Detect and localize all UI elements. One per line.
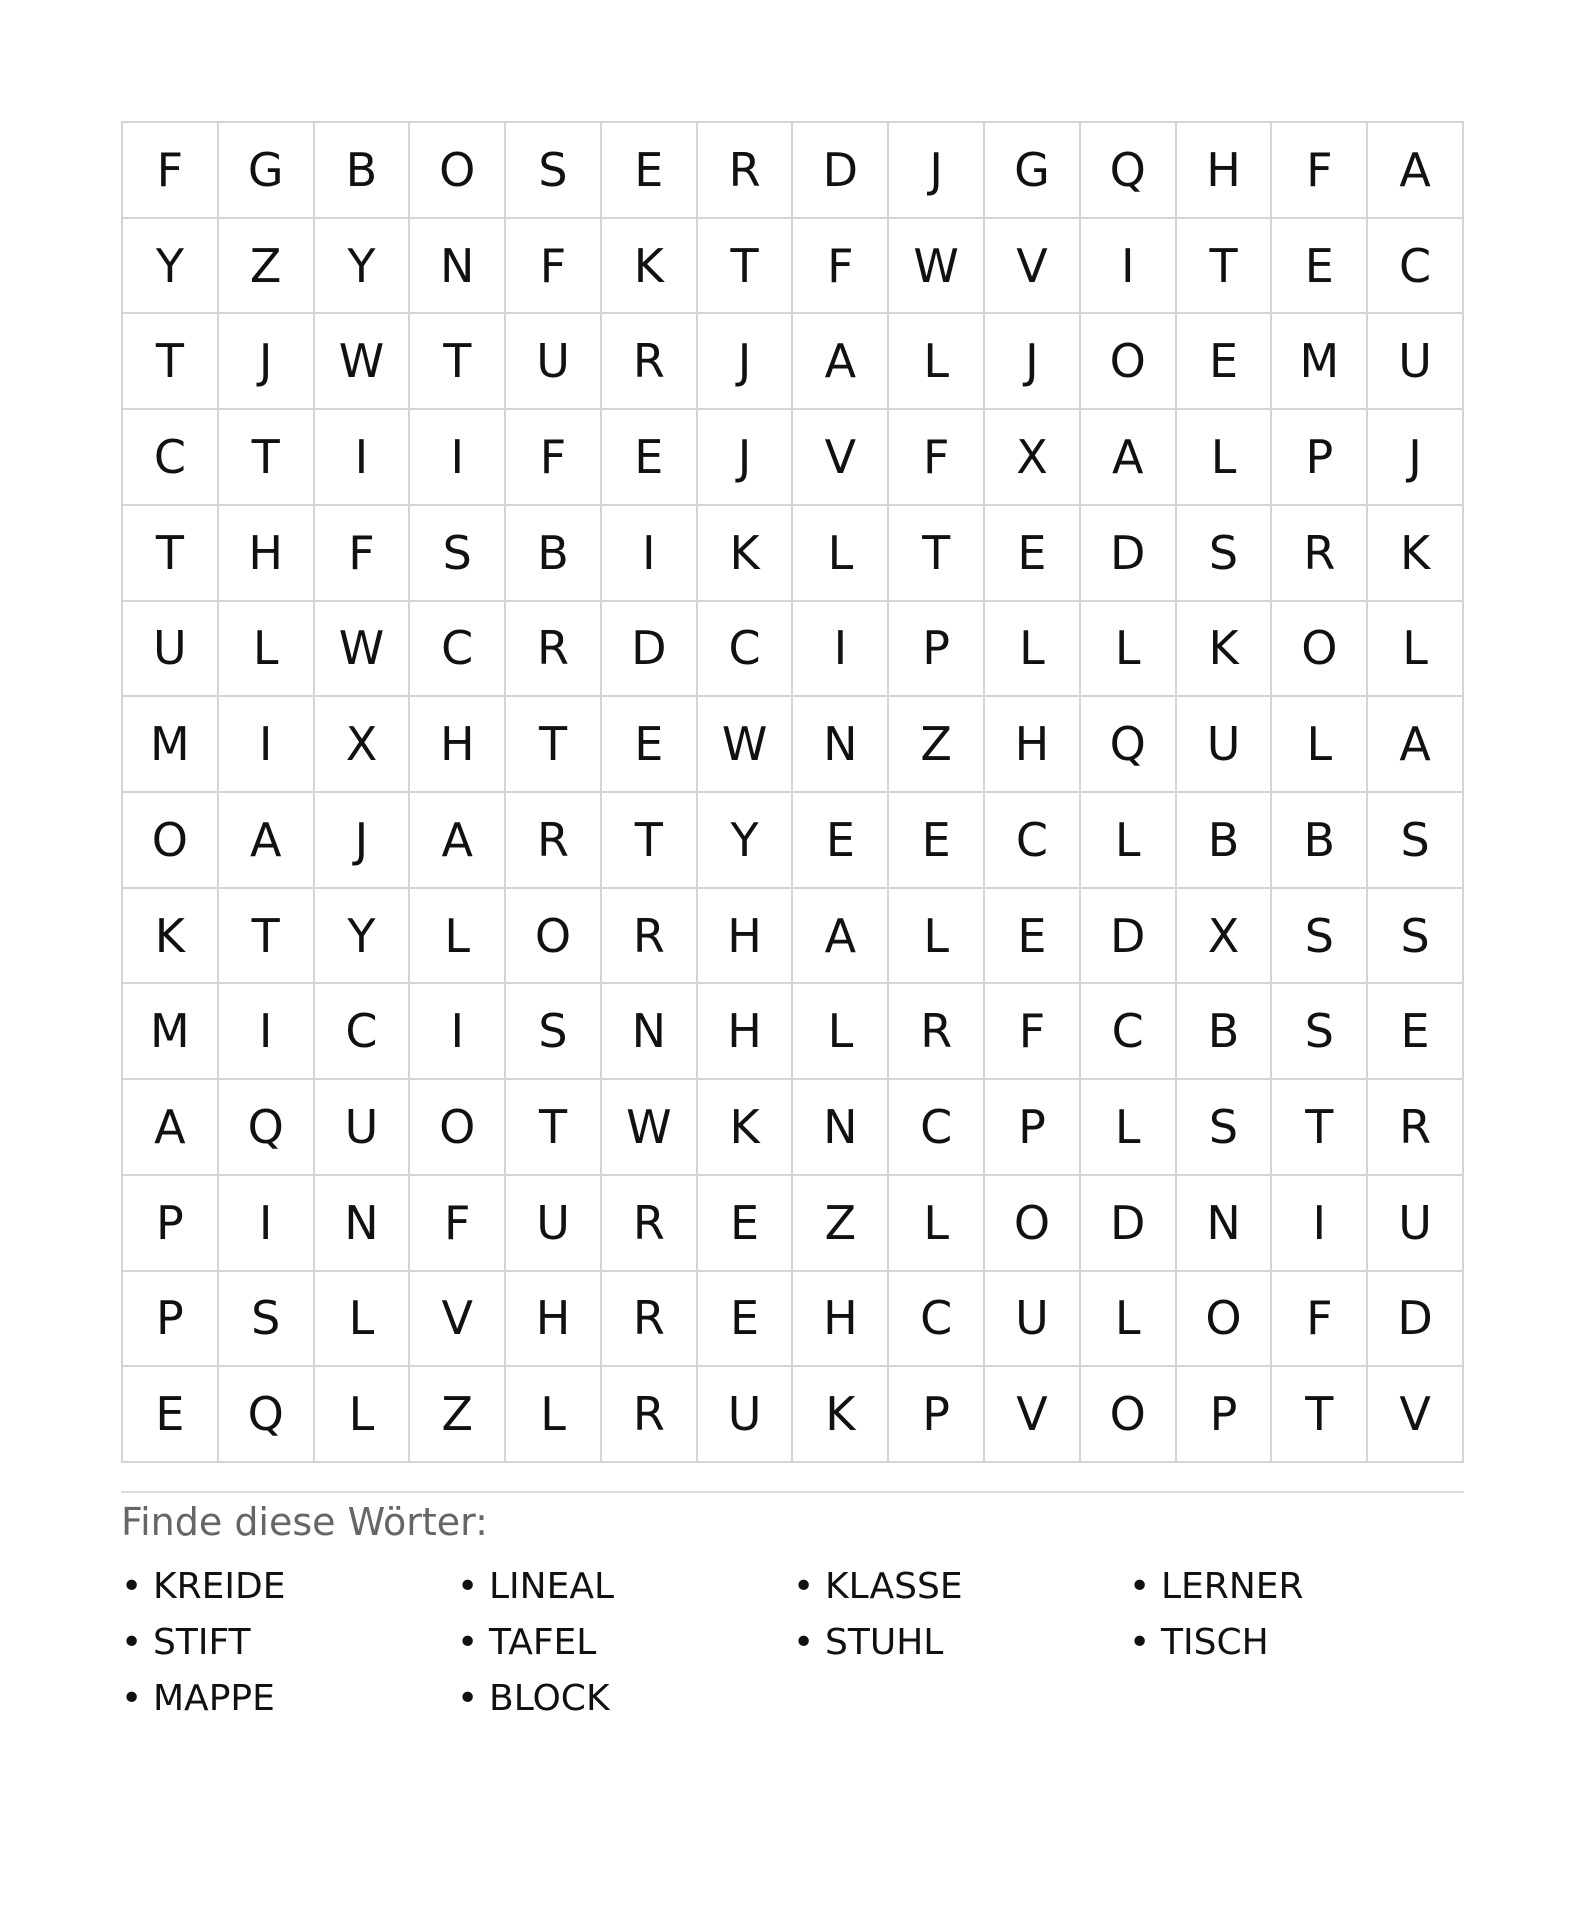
grid-cell[interactable]: X	[985, 410, 1081, 506]
grid-cell[interactable]: U	[123, 602, 219, 698]
grid-cell[interactable]: R	[1272, 506, 1368, 602]
grid-cell[interactable]: T	[123, 314, 219, 410]
grid-cell[interactable]: K	[793, 1367, 889, 1463]
grid-cell[interactable]: I	[219, 984, 315, 1080]
grid-cell[interactable]: L	[506, 1367, 602, 1463]
grid-cell[interactable]: U	[1368, 314, 1464, 410]
grid-cell[interactable]: V	[410, 1272, 506, 1368]
grid-cell[interactable]: D	[1081, 506, 1177, 602]
grid-cell[interactable]: L	[1272, 697, 1368, 793]
grid-cell[interactable]: Z	[219, 219, 315, 315]
grid-cell[interactable]: Y	[698, 793, 794, 889]
grid-cell[interactable]: L	[219, 602, 315, 698]
grid-cell[interactable]: E	[889, 793, 985, 889]
grid-cell[interactable]: R	[602, 1176, 698, 1272]
grid-cell[interactable]: R	[1368, 1080, 1464, 1176]
grid-cell[interactable]: T	[219, 410, 315, 506]
grid-cell[interactable]: I	[410, 984, 506, 1080]
grid-cell[interactable]: J	[985, 314, 1081, 410]
grid-cell[interactable]: C	[410, 602, 506, 698]
word-label: BLOCK	[489, 1677, 610, 1719]
grid-cell[interactable]: S	[506, 984, 602, 1080]
grid-cell[interactable]: L	[889, 314, 985, 410]
grid-cell[interactable]: J	[698, 314, 794, 410]
grid-cell[interactable]: L	[1081, 1080, 1177, 1176]
grid-cell[interactable]: L	[889, 1176, 985, 1272]
grid-cell[interactable]: I	[1081, 219, 1177, 315]
grid-cell[interactable]: N	[793, 1080, 889, 1176]
grid-cell[interactable]: R	[602, 1272, 698, 1368]
grid-cell[interactable]: T	[506, 1080, 602, 1176]
bullet-icon: •	[793, 1621, 815, 1663]
grid-cell[interactable]: E	[123, 1367, 219, 1463]
grid-cell[interactable]: V	[985, 1367, 1081, 1463]
grid-cell[interactable]: R	[602, 314, 698, 410]
bullet-icon: •	[121, 1677, 143, 1719]
grid-cell[interactable]: E	[698, 1272, 794, 1368]
word-label: STUHL	[825, 1621, 944, 1663]
grid-cell[interactable]: C	[1368, 219, 1464, 315]
grid-cell[interactable]: S	[410, 506, 506, 602]
grid-cell[interactable]: H	[219, 506, 315, 602]
grid-cell[interactable]: K	[698, 506, 794, 602]
grid-cell[interactable]: O	[1272, 602, 1368, 698]
word-list-item	[457, 1614, 793, 1670]
grid-cell[interactable]: L	[1081, 602, 1177, 698]
bullet-icon: •	[1129, 1565, 1151, 1607]
word-list-item	[457, 1670, 793, 1726]
grid-cell[interactable]: F	[889, 410, 985, 506]
grid-cell[interactable]: T	[506, 697, 602, 793]
word-label: KREIDE	[153, 1565, 286, 1607]
grid-cell[interactable]: E	[985, 506, 1081, 602]
grid-cell[interactable]: H	[410, 697, 506, 793]
grid-cell[interactable]: W	[315, 602, 411, 698]
grid-cell[interactable]: E	[698, 1176, 794, 1272]
grid-cell[interactable]: E	[793, 793, 889, 889]
grid-cell[interactable]: O	[1081, 1367, 1177, 1463]
grid-cell[interactable]: B	[315, 123, 411, 219]
word-label: LINEAL	[489, 1565, 615, 1607]
grid-cell[interactable]: H	[698, 984, 794, 1080]
grid-cell[interactable]: I	[602, 506, 698, 602]
grid-cell[interactable]: M	[1272, 314, 1368, 410]
grid-cell[interactable]: A	[1081, 410, 1177, 506]
grid-cell[interactable]: I	[315, 410, 411, 506]
grid-cell[interactable]: J	[698, 410, 794, 506]
grid-cell[interactable]: U	[985, 1272, 1081, 1368]
grid-cell[interactable]: U	[1177, 697, 1273, 793]
grid-cell[interactable]: F	[506, 219, 602, 315]
grid-cell[interactable]: L	[1081, 1272, 1177, 1368]
grid-cell[interactable]: B	[1272, 793, 1368, 889]
grid-cell[interactable]: P	[889, 602, 985, 698]
word-label: MAPPE	[153, 1677, 275, 1719]
grid-cell[interactable]: Y	[315, 889, 411, 985]
grid-cell[interactable]: N	[1177, 1176, 1273, 1272]
bullet-icon: •	[457, 1565, 479, 1607]
grid-cell[interactable]: C	[315, 984, 411, 1080]
grid-cell[interactable]: R	[889, 984, 985, 1080]
grid-cell[interactable]: O	[123, 793, 219, 889]
grid-cell[interactable]: E	[602, 697, 698, 793]
grid-cell[interactable]: O	[1177, 1272, 1273, 1368]
grid-cell[interactable]: K	[123, 889, 219, 985]
grid-cell[interactable]: N	[602, 984, 698, 1080]
grid-cell[interactable]: T	[1272, 1080, 1368, 1176]
grid-cell[interactable]: D	[1081, 1176, 1177, 1272]
word-list-item	[793, 1614, 1129, 1670]
grid-cell[interactable]: R	[506, 602, 602, 698]
grid-cell[interactable]: R	[698, 123, 794, 219]
grid-cell[interactable]: A	[1368, 123, 1464, 219]
grid-cell[interactable]: D	[793, 123, 889, 219]
word-list-item	[121, 1614, 457, 1670]
grid-cell[interactable]: U	[698, 1367, 794, 1463]
grid-cell[interactable]: K	[698, 1080, 794, 1176]
grid-cell[interactable]: M	[123, 697, 219, 793]
grid-cell[interactable]: T	[889, 506, 985, 602]
bullet-icon: •	[793, 1565, 815, 1607]
word-list-heading: Finde diese Wörter:	[121, 1500, 488, 1544]
grid-cell[interactable]: P	[985, 1080, 1081, 1176]
grid-cell[interactable]: I	[219, 697, 315, 793]
grid-cell[interactable]: O	[410, 123, 506, 219]
grid-cell[interactable]: H	[793, 1272, 889, 1368]
grid-cell[interactable]: X	[1177, 889, 1273, 985]
grid-cell[interactable]: L	[410, 889, 506, 985]
grid-cell[interactable]: D	[1081, 889, 1177, 985]
grid-cell[interactable]: F	[793, 219, 889, 315]
grid-cell[interactable]: V	[793, 410, 889, 506]
word-list	[121, 1558, 1464, 1726]
grid-cell[interactable]: Q	[1081, 123, 1177, 219]
grid-cell[interactable]: J	[889, 123, 985, 219]
grid-cell[interactable]: L	[793, 984, 889, 1080]
grid-cell[interactable]: L	[315, 1272, 411, 1368]
grid-cell[interactable]: F	[315, 506, 411, 602]
grid-cell[interactable]: S	[1177, 506, 1273, 602]
grid-cell[interactable]: T	[123, 506, 219, 602]
bullet-icon: •	[457, 1621, 479, 1663]
grid-cell[interactable]: C	[123, 410, 219, 506]
grid-cell[interactable]: O	[1081, 314, 1177, 410]
grid-cell[interactable]: F	[506, 410, 602, 506]
grid-cell[interactable]: E	[1368, 984, 1464, 1080]
grid-cell[interactable]: L	[889, 889, 985, 985]
grid-cell[interactable]: F	[985, 984, 1081, 1080]
word-list-item	[121, 1558, 457, 1614]
grid-cell[interactable]: I	[410, 410, 506, 506]
grid-cell[interactable]: Q	[1081, 697, 1177, 793]
grid-cell[interactable]: E	[602, 410, 698, 506]
grid-cell[interactable]: O	[410, 1080, 506, 1176]
grid-cell[interactable]: N	[793, 697, 889, 793]
grid-cell[interactable]: S	[1272, 889, 1368, 985]
grid-cell[interactable]: H	[985, 697, 1081, 793]
grid-cell[interactable]: B	[1177, 793, 1273, 889]
grid-cell[interactable]: L	[315, 1367, 411, 1463]
word-list-item	[1129, 1558, 1465, 1614]
grid-cell[interactable]: Y	[123, 219, 219, 315]
grid-cell[interactable]: W	[889, 219, 985, 315]
grid-cell[interactable]: O	[506, 889, 602, 985]
grid-cell[interactable]: A	[410, 793, 506, 889]
grid-cell[interactable]: F	[1272, 1272, 1368, 1368]
grid-cell[interactable]: D	[1368, 1272, 1464, 1368]
word-label: TISCH	[1161, 1621, 1269, 1663]
grid-cell[interactable]: L	[1081, 793, 1177, 889]
grid-cell[interactable]: K	[1177, 602, 1273, 698]
grid-cell[interactable]: T	[698, 219, 794, 315]
word-label: LERNER	[1161, 1565, 1304, 1607]
grid-cell[interactable]: H	[1177, 123, 1273, 219]
grid-cell[interactable]: U	[506, 314, 602, 410]
grid-cell[interactable]: U	[1368, 1176, 1464, 1272]
grid-cell[interactable]: P	[1272, 410, 1368, 506]
grid-cell[interactable]: G	[219, 123, 315, 219]
grid-cell[interactable]: A	[793, 314, 889, 410]
grid-cell[interactable]: E	[985, 889, 1081, 985]
grid-cell[interactable]: V	[985, 219, 1081, 315]
bullet-icon: •	[457, 1677, 479, 1719]
word-list-item	[793, 1558, 1129, 1614]
grid-cell[interactable]: T	[1177, 219, 1273, 315]
bullet-icon: •	[121, 1621, 143, 1663]
grid-cell[interactable]: W	[315, 314, 411, 410]
grid-cell[interactable]: T	[1272, 1367, 1368, 1463]
grid-cell[interactable]: A	[1368, 697, 1464, 793]
grid-cell[interactable]: I	[1272, 1176, 1368, 1272]
grid-cell[interactable]: W	[698, 697, 794, 793]
grid-cell[interactable]: P	[123, 1272, 219, 1368]
grid-cell[interactable]: S	[219, 1272, 315, 1368]
bullet-icon: •	[1129, 1621, 1151, 1663]
grid-cell[interactable]: W	[602, 1080, 698, 1176]
grid-cell[interactable]: B	[506, 506, 602, 602]
grid-cell[interactable]: S	[1177, 1080, 1273, 1176]
grid-cell[interactable]: N	[410, 219, 506, 315]
word-list-item	[1129, 1614, 1465, 1670]
grid-cell[interactable]: Q	[219, 1367, 315, 1463]
grid-cell[interactable]: Z	[793, 1176, 889, 1272]
grid-cell[interactable]: P	[123, 1176, 219, 1272]
grid-cell[interactable]: P	[889, 1367, 985, 1463]
grid-cell[interactable]: T	[602, 793, 698, 889]
grid-cell[interactable]: K	[1368, 506, 1464, 602]
grid-cell[interactable]: L	[1368, 602, 1464, 698]
grid-cell[interactable]: A	[219, 793, 315, 889]
word-label: TAFEL	[489, 1621, 597, 1663]
grid-cell[interactable]: U	[315, 1080, 411, 1176]
grid-cell[interactable]: G	[985, 123, 1081, 219]
grid-cell[interactable]: C	[985, 793, 1081, 889]
word-list-item	[121, 1670, 457, 1726]
grid-cell[interactable]: T	[410, 314, 506, 410]
grid-cell[interactable]: R	[506, 793, 602, 889]
grid-cell[interactable]: S	[506, 123, 602, 219]
grid-cell[interactable]: I	[793, 602, 889, 698]
divider	[121, 1491, 1464, 1493]
grid-cell[interactable]: I	[219, 1176, 315, 1272]
grid-cell[interactable]: L	[985, 602, 1081, 698]
grid-cell[interactable]: R	[602, 1367, 698, 1463]
grid-cell[interactable]: F	[123, 123, 219, 219]
grid-cell[interactable]: S	[1368, 793, 1464, 889]
grid-cell[interactable]: K	[602, 219, 698, 315]
grid-cell[interactable]: A	[793, 889, 889, 985]
grid-cell[interactable]: S	[1272, 984, 1368, 1080]
puzzle-grid	[121, 121, 1464, 1463]
grid-cell[interactable]: Z	[889, 697, 985, 793]
grid-cell[interactable]: A	[123, 1080, 219, 1176]
grid-cell[interactable]: D	[602, 602, 698, 698]
grid-cell[interactable]: L	[1177, 410, 1273, 506]
grid-cell[interactable]: E	[602, 123, 698, 219]
grid-cell[interactable]: Q	[219, 1080, 315, 1176]
word-label: KLASSE	[825, 1565, 963, 1607]
grid-cell[interactable]: C	[698, 602, 794, 698]
grid-cell[interactable]: O	[985, 1176, 1081, 1272]
grid-cell[interactable]: H	[506, 1272, 602, 1368]
grid-cell[interactable]: X	[315, 697, 411, 793]
word-label: STIFT	[153, 1621, 251, 1663]
grid-cell[interactable]: V	[1368, 1367, 1464, 1463]
grid-cell[interactable]: C	[1081, 984, 1177, 1080]
grid-cell[interactable]: U	[506, 1176, 602, 1272]
grid-cell[interactable]: L	[793, 506, 889, 602]
grid-cell[interactable]: F	[410, 1176, 506, 1272]
grid-cell[interactable]: J	[1368, 410, 1464, 506]
grid-cell[interactable]: C	[889, 1080, 985, 1176]
grid-cell[interactable]: J	[315, 793, 411, 889]
grid-cell[interactable]: J	[219, 314, 315, 410]
grid-cell[interactable]: F	[1272, 123, 1368, 219]
grid-cell[interactable]: C	[889, 1272, 985, 1368]
grid-cell[interactable]: Z	[410, 1367, 506, 1463]
grid-cell[interactable]: N	[315, 1176, 411, 1272]
bullet-icon: •	[121, 1565, 143, 1607]
grid-cell[interactable]: P	[1177, 1367, 1273, 1463]
grid-cell[interactable]: E	[1177, 314, 1273, 410]
grid-cell[interactable]: H	[698, 889, 794, 985]
grid-cell[interactable]: M	[123, 984, 219, 1080]
word-list-item	[457, 1558, 793, 1614]
grid-cell[interactable]: Y	[315, 219, 411, 315]
grid-cell[interactable]: E	[1272, 219, 1368, 315]
grid-cell[interactable]: R	[602, 889, 698, 985]
grid-cell[interactable]: B	[1177, 984, 1273, 1080]
grid-cell[interactable]: S	[1368, 889, 1464, 985]
grid-cell[interactable]: T	[219, 889, 315, 985]
